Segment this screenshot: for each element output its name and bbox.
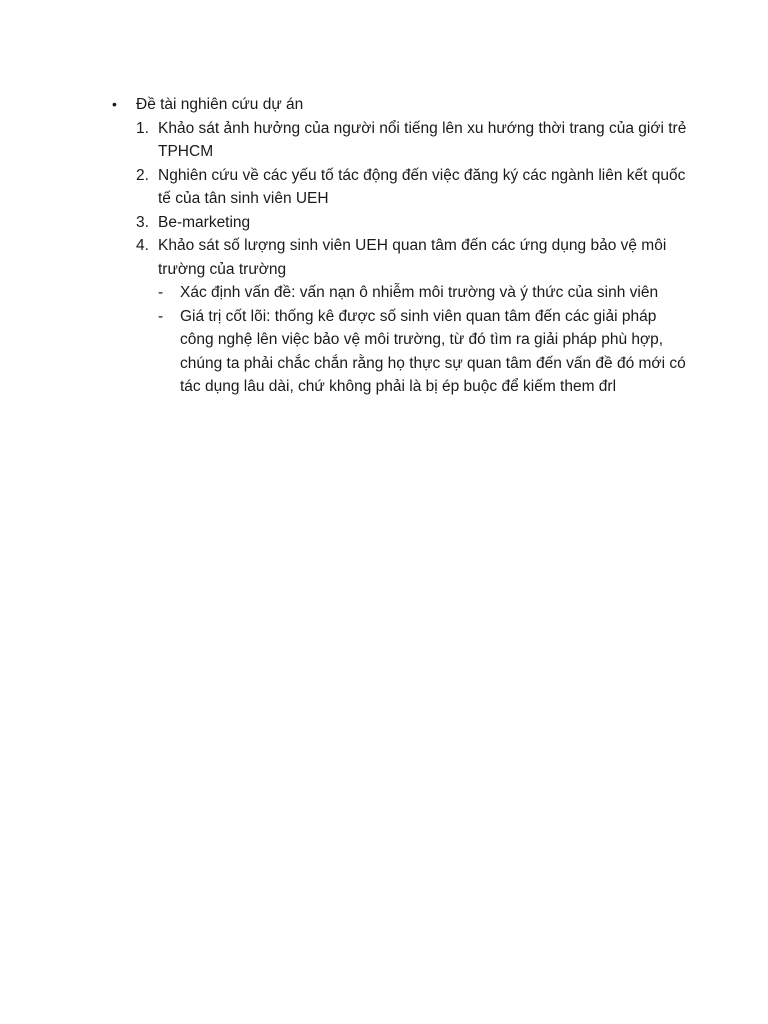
sub-list [158, 281, 690, 399]
dash-marker: - [158, 307, 164, 325]
sub-list-item [158, 281, 690, 305]
list-item-text: Nghiên cứu về các yếu tố tác động đến việc đăng ký các ngành liên kết quốc tế của tân sinh viên UEH [158, 166, 686, 207]
sub-list-item-text: Xác định vấn đề: vấn nạn ô nhiễm môi trường và ý thức của sinh viên [180, 284, 659, 301]
topic-heading: Đề tài nghiên cứu dự án [136, 96, 304, 113]
list-number: 3. [136, 213, 149, 231]
document-body [110, 93, 690, 399]
list-number: 2. [136, 166, 149, 184]
sub-list-item-text: Giá trị cốt lõi: thống kê được số sinh viên quan tâm đến các giải pháp công nghệ lên việc bảo vệ môi trường, từ đó tìm ra giải pháp phù hợp, chúng ta phải chắc chắn rằng họ thực sự quan tâm đến vấn đề đó mới có tác dụng lâu dài, chứ không phải là bị ép buộc để kiếm them đrl [180, 307, 686, 395]
dash-marker: - [158, 284, 164, 301]
list-number: 4. [136, 237, 149, 254]
bullet-icon: • [112, 96, 117, 112]
list-item-text: Khảo sát số lượng sinh viên UEH quan tâm đến các ứng dụng bảo vệ môi trường của trường [158, 237, 667, 278]
numbered-list [136, 117, 690, 399]
list-item [136, 117, 690, 164]
topic-bullet-row [110, 93, 690, 117]
sub-list-item [158, 305, 690, 399]
list-item [136, 234, 690, 281]
list-item [136, 164, 690, 211]
list-item-text: Khảo sát ảnh hưởng của người nổi tiếng lên xu hướng thời trang của giới trẻ TPHCM [158, 119, 687, 160]
list-item [136, 211, 690, 235]
list-item-text: Be-marketing [158, 213, 251, 231]
list-number: 1. [136, 119, 149, 137]
